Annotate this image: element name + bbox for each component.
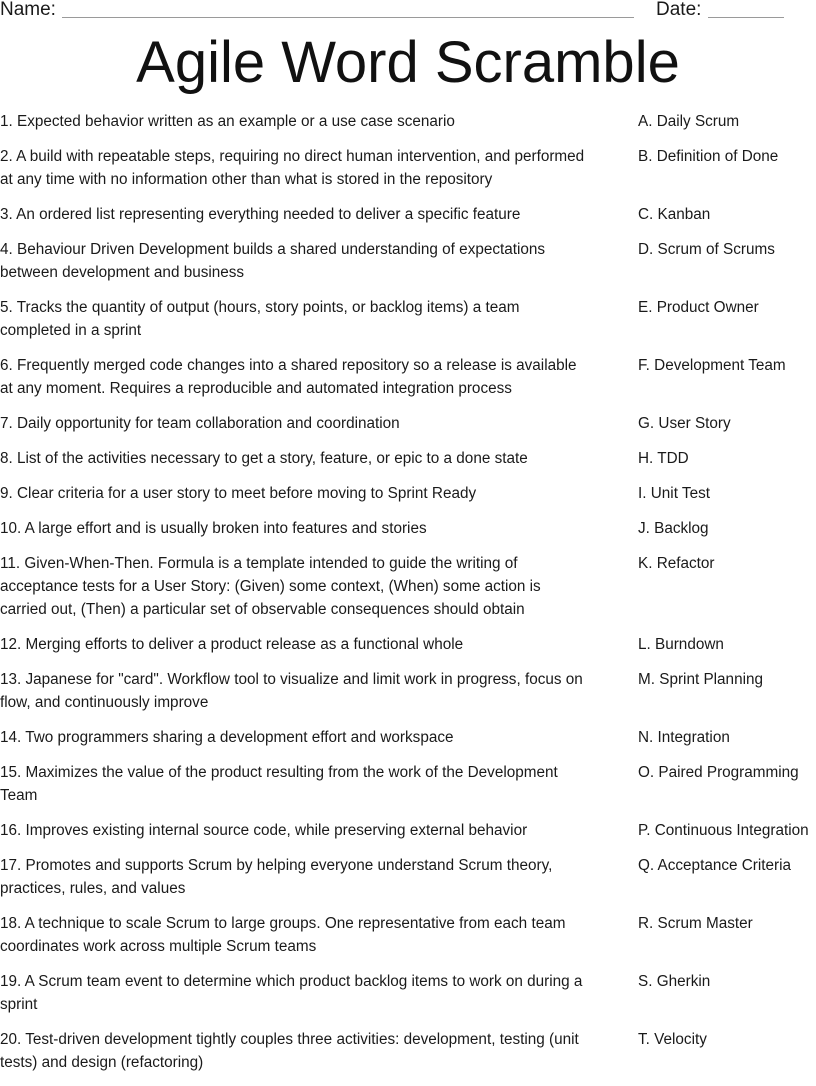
clue-text: 2. A build with repeatable steps, requiring no direct human intervention, and performed at any time with no information other than what is stored in the repository (0, 148, 585, 188)
answer-option: M. Sprint Planning (638, 671, 763, 688)
answer-option: N. Integration (638, 729, 730, 746)
clue-text: 6. Frequently merged code changes into a shared repository so a release is available at any moment. Requires a reproducible and automated integration process (0, 357, 577, 397)
clue-text: 10. A large effort and is usually broken into features and stories (0, 520, 427, 537)
answer-option: B. Definition of Done (638, 148, 779, 165)
answer-option: J. Backlog (638, 520, 709, 537)
date-field-line[interactable] (708, 17, 784, 18)
clue-text: 20. Test-driven development tightly couples three activities: development, testing (unit tests) and design (refactoring) (0, 1031, 579, 1071)
clue-text: 15. Maximizes the value of the product resulting from the work of the Development Team (0, 764, 558, 804)
answer-option: G. User Story (638, 415, 731, 432)
clue-row (0, 854, 816, 900)
clue-row (0, 238, 816, 284)
answer-option: P. Continuous Integration (638, 822, 809, 839)
worksheet-header (0, 0, 816, 26)
clue-text: 9. Clear criteria for a user story to meet before moving to Sprint Ready (0, 485, 477, 502)
answer-option: L. Burndown (638, 636, 724, 653)
clue-row (0, 110, 816, 133)
clue-row (0, 552, 816, 621)
clue-text: 7. Daily opportunity for team collaboration and coordination (0, 415, 400, 432)
clue-text: 14. Two programmers sharing a development effort and workspace (0, 729, 454, 746)
name-field-line[interactable] (62, 17, 634, 18)
clue-row (0, 412, 816, 435)
clue-row (0, 145, 816, 191)
answer-option: O. Paired Programming (638, 764, 799, 781)
answer-option: H. TDD (638, 450, 689, 467)
name-label: Name: (0, 0, 56, 20)
clue-row (0, 761, 816, 807)
clue-text: 18. A technique to scale Scrum to large groups. One representative from each team coordinates work across multiple Scrum teams (0, 915, 566, 955)
clue-row (0, 517, 816, 540)
clue-row (0, 726, 816, 749)
clue-text: 19. A Scrum team event to determine which product backlog items to work on during a sprint (0, 973, 583, 1013)
date-label: Date: (656, 0, 702, 20)
clue-row (0, 970, 816, 1016)
clue-text: 16. Improves existing internal source code, while preserving external behavior (0, 822, 528, 839)
clue-text: 8. List of the activities necessary to get a story, feature, or epic to a done state (0, 450, 528, 467)
clue-row (0, 1028, 816, 1074)
clue-text: 5. Tracks the quantity of output (hours, story points, or backlog items) a team completed in a sprint (0, 299, 520, 339)
clue-text: 4. Behaviour Driven Development builds a shared understanding of expectations between development and business (0, 241, 546, 281)
clue-row (0, 912, 816, 958)
answer-option: K. Refactor (638, 555, 715, 572)
answer-option: I. Unit Test (638, 485, 710, 502)
clue-row (0, 819, 816, 842)
clue-row (0, 447, 816, 470)
clue-text: 13. Japanese for "card". Workflow tool to visualize and limit work in progress, focus on flow, and continuously improve (0, 671, 583, 711)
answer-option: R. Scrum Master (638, 915, 753, 932)
page-title: Agile Word Scramble (136, 30, 680, 95)
answer-option: A. Daily Scrum (638, 113, 740, 130)
clue-text: 17. Promotes and supports Scrum by helping everyone understand Scrum theory, practices, rules, and values (0, 857, 553, 897)
answer-option: T. Velocity (638, 1031, 707, 1048)
clue-row (0, 668, 816, 714)
clue-row (0, 203, 816, 226)
answer-option: E. Product Owner (638, 299, 759, 316)
answer-option: C. Kanban (638, 206, 711, 223)
clue-text: 12. Merging efforts to deliver a product release as a functional whole (0, 636, 464, 653)
answer-option: S. Gherkin (638, 973, 711, 990)
answer-option: F. Development Team (638, 357, 786, 374)
answer-option: D. Scrum of Scrums (638, 241, 775, 258)
clue-text: 1. Expected behavior written as an example or a use case scenario (0, 113, 455, 130)
clue-text: 3. An ordered list representing everything needed to deliver a specific feature (0, 206, 521, 223)
clue-row (0, 633, 816, 656)
answer-option: Q. Acceptance Criteria (638, 857, 792, 874)
clue-row (0, 482, 816, 505)
clue-list (0, 110, 816, 1086)
clue-row (0, 296, 816, 342)
clue-row (0, 354, 816, 400)
clue-text: 11. Given-When-Then. Formula is a template intended to guide the writing of acceptance tests for a User Story: (Given) some context, (When) some action is carried out, (Then) a particular set of observable consequences should obtain (0, 555, 541, 618)
